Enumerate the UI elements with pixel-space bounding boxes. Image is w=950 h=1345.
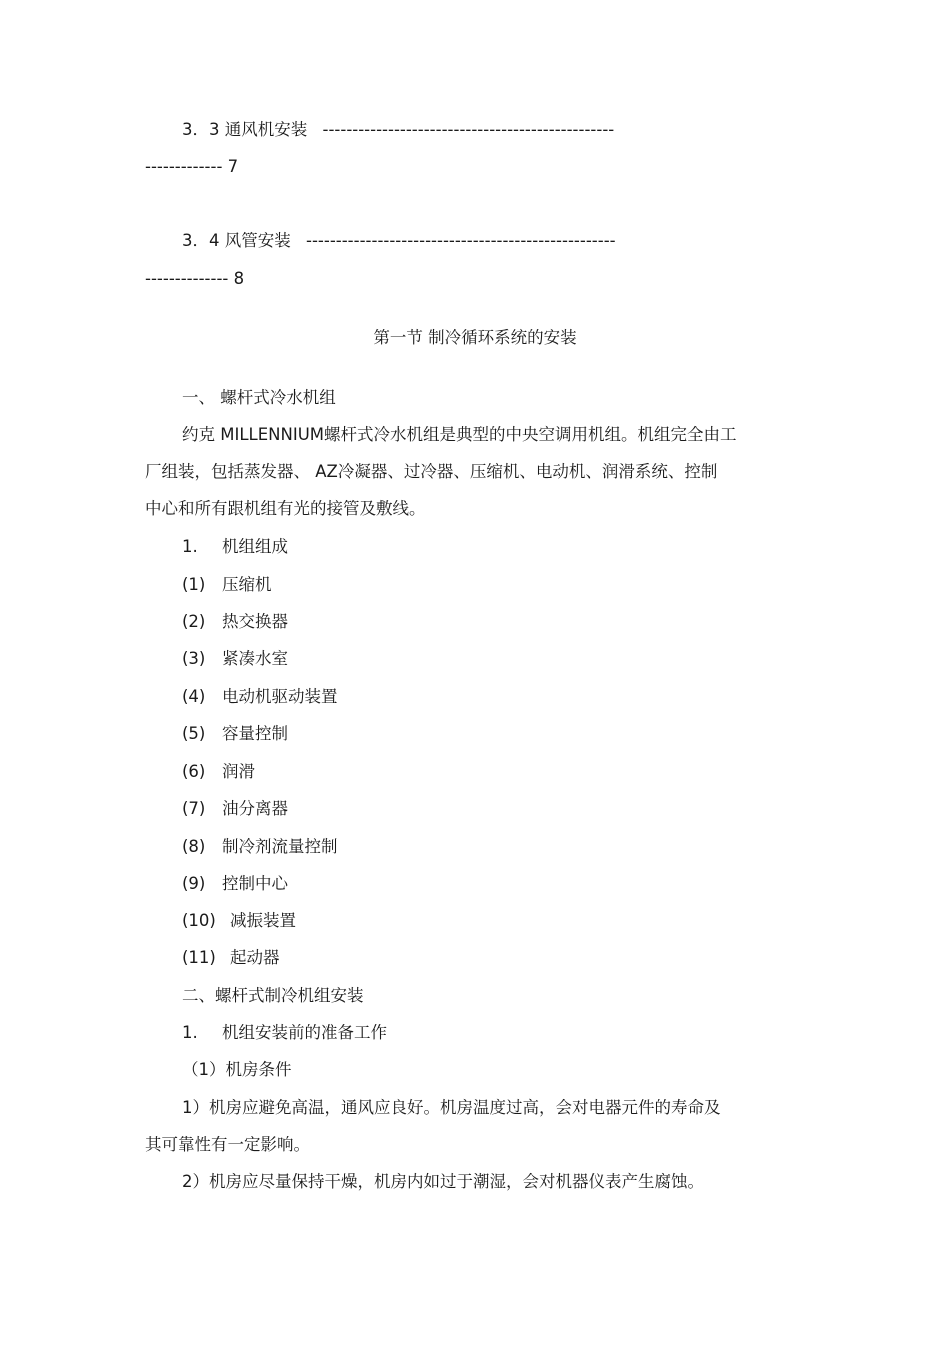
list-item <box>182 798 288 820</box>
list-label: 电动机驱动装置 <box>222 687 338 706</box>
list-label: 油分离器 <box>222 799 288 818</box>
room-conditions-heading: （1）机房条件 <box>182 1060 292 1079</box>
list-label: 润滑 <box>222 762 255 781</box>
intro-line-3: 中心和所有跟机组有光的接管及敷线。 <box>145 499 426 518</box>
part2-heading: 二、螺杆式制冷机组安装 <box>182 986 364 1005</box>
intro-line-2: 厂组装，包括蒸发器、 AZ冷凝器、过冷器、压缩机、电动机、润滑系统、控制 <box>145 462 718 481</box>
toc-label: 3．3 通风机安装 <box>182 120 308 139</box>
list-label: 热交换器 <box>222 612 288 631</box>
list-label: 容量控制 <box>222 724 288 743</box>
rule2-line: 2）机房应尽量保持干燥，机房内如过于潮湿，会对机器仪表产生腐蚀。 <box>182 1172 704 1191</box>
part1-heading: 一、 螺杆式冷水机组 <box>182 388 336 407</box>
list-number: (1) <box>182 575 206 594</box>
toc-page-number: -------------- 8 <box>145 269 245 288</box>
list-number: 1. <box>182 1023 198 1042</box>
rule1-line-1: 1）机房应避免高温，通风应良好。机房温度过高，会对电器元件的寿命及 <box>182 1098 721 1117</box>
list-item <box>182 686 338 708</box>
list-label: 起动器 <box>230 948 280 967</box>
list-item <box>182 611 288 633</box>
list-number: (6) <box>182 762 206 781</box>
list-item <box>182 947 280 969</box>
toc-label: 3．4 风管安装 <box>182 231 291 250</box>
list-label: 机组安装前的准备工作 <box>222 1023 387 1042</box>
list-number: (5) <box>182 724 206 743</box>
list-number: (9) <box>182 874 206 893</box>
list-item <box>182 836 338 858</box>
list-number: (7) <box>182 799 206 818</box>
list-item <box>182 723 288 745</box>
list-number: (10) <box>182 911 216 930</box>
list-label: 压缩机 <box>222 575 272 594</box>
toc-entry-3-3[interactable] <box>182 119 614 141</box>
toc-leader: ---------------------------------------------------- <box>306 231 616 250</box>
list-number: (2) <box>182 612 206 631</box>
list-number: (8) <box>182 837 206 856</box>
toc-leader: ------------------------------------------------- <box>322 120 615 139</box>
list-label: 机组组成 <box>222 537 288 556</box>
list-label: 制冷剂流量控制 <box>222 837 338 856</box>
list-item <box>182 648 288 670</box>
intro-line-1: 约克 MILLENNIUM螺杆式冷水机组是典型的中央空调用机组。机组完全由工 <box>182 425 737 444</box>
composition-heading <box>182 536 288 558</box>
list-item <box>182 910 296 932</box>
section-title: 第一节 制冷循环系统的安装 <box>373 328 577 347</box>
list-label: 减振装置 <box>230 911 296 930</box>
toc-page-number: ------------- 7 <box>145 157 239 176</box>
rule1-line-2: 其可靠性有一定影响。 <box>145 1135 310 1154</box>
list-label: 紧凑水室 <box>222 649 288 668</box>
list-item <box>182 574 272 596</box>
list-label: 控制中心 <box>222 874 288 893</box>
list-number: (4) <box>182 687 206 706</box>
list-item <box>182 873 288 895</box>
toc-entry-3-4[interactable] <box>182 230 616 252</box>
list-number: (3) <box>182 649 206 668</box>
list-number: 1. <box>182 537 198 556</box>
list-item <box>182 761 255 783</box>
toc-entry-3-4-page <box>145 268 244 290</box>
toc-entry-3-3-page <box>145 156 238 178</box>
list-number: (11) <box>182 948 216 967</box>
prep-heading <box>182 1022 387 1044</box>
